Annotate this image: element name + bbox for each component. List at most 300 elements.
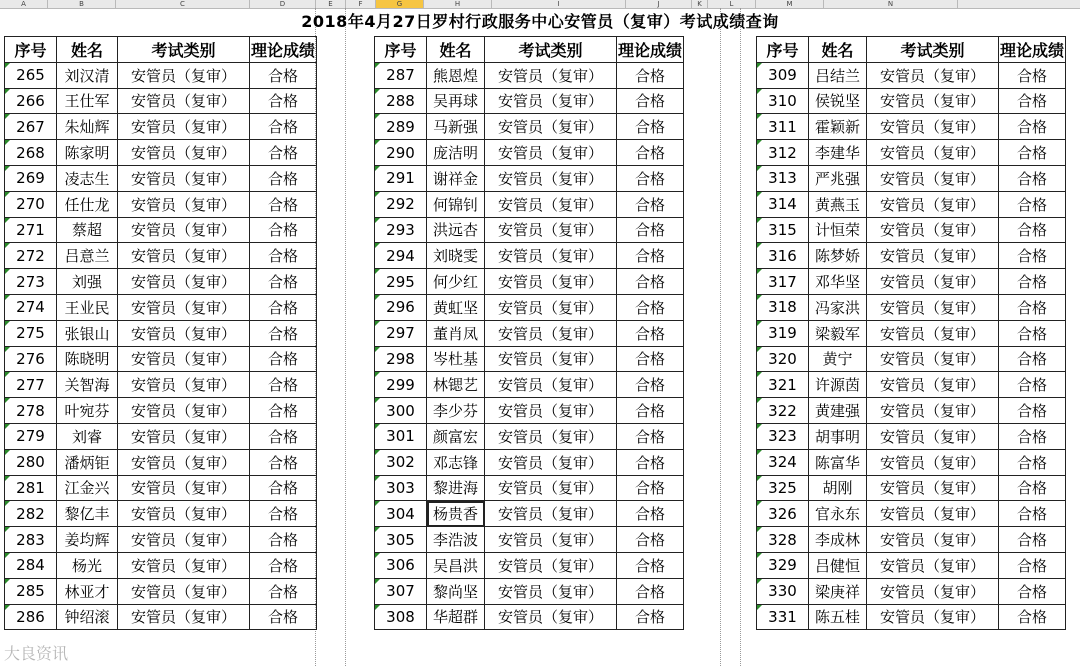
name-cell[interactable]: 李成林 [809, 527, 867, 553]
exam-category-cell[interactable]: 安管员（复审） [485, 269, 617, 295]
theory-score-cell[interactable]: 合格 [250, 320, 317, 346]
name-cell[interactable]: 刘睿 [57, 423, 118, 449]
theory-score-cell[interactable]: 合格 [999, 294, 1066, 320]
theory-score-cell[interactable]: 合格 [617, 88, 684, 114]
exam-category-cell[interactable]: 安管员（复审） [867, 398, 999, 424]
column-header-cell[interactable]: 考试类别 [118, 37, 250, 63]
theory-score-cell[interactable]: 合格 [999, 346, 1066, 372]
serial-number-cell[interactable] [375, 320, 427, 346]
name-cell[interactable]: 陈晓明 [57, 346, 118, 372]
name-cell[interactable]: 董肖凤 [427, 320, 485, 346]
exam-category-cell[interactable]: 安管员（复审） [485, 320, 617, 346]
serial-number-text: 309 [768, 66, 797, 85]
exam-category-cell[interactable]: 安管员（复审） [485, 423, 617, 449]
column-header-d[interactable]: D [250, 0, 316, 8]
column-header-f[interactable]: F [346, 0, 376, 8]
name-cell[interactable]: 岑杜基 [427, 346, 485, 372]
exam-category-cell[interactable]: 安管员（复审） [867, 269, 999, 295]
column-header-a[interactable]: A [0, 0, 48, 8]
exam-category-cell[interactable]: 安管员（复审） [867, 372, 999, 398]
name-cell[interactable]: 吕健恒 [809, 552, 867, 578]
exam-category-cell[interactable]: 安管员（复审） [118, 294, 250, 320]
name-cell[interactable]: 杨贵香 [427, 501, 485, 527]
theory-score-cell[interactable]: 合格 [250, 475, 317, 501]
serial-number-cell[interactable] [375, 423, 427, 449]
column-header-l[interactable]: L [708, 0, 756, 8]
exam-category-cell[interactable]: 安管员（复审） [485, 294, 617, 320]
serial-number-cell[interactable] [5, 527, 57, 553]
exam-category-cell[interactable]: 安管员（复审） [867, 501, 999, 527]
serial-number-text: 283 [16, 530, 45, 549]
exam-category-cell[interactable]: 安管员（复审） [118, 62, 250, 88]
theory-score-cell[interactable]: 合格 [250, 294, 317, 320]
serial-number-cell[interactable] [375, 552, 427, 578]
theory-score-cell[interactable]: 合格 [617, 294, 684, 320]
name-cell[interactable]: 霍颖新 [809, 114, 867, 140]
exam-category-cell[interactable]: 安管员（复审） [867, 243, 999, 269]
theory-score-cell[interactable]: 合格 [250, 88, 317, 114]
exam-category-cell[interactable]: 安管员（复审） [867, 346, 999, 372]
column-header-m[interactable]: M [756, 0, 824, 8]
exam-category-cell[interactable]: 安管员（复审） [485, 88, 617, 114]
serial-number-cell[interactable] [5, 217, 57, 243]
exam-category-cell[interactable]: 安管员（复审） [867, 449, 999, 475]
exam-category-cell[interactable]: 安管员（复审） [118, 372, 250, 398]
serial-number-cell[interactable] [375, 165, 427, 191]
name-cell[interactable]: 马新强 [427, 114, 485, 140]
serial-number-cell[interactable] [5, 449, 57, 475]
theory-score-cell[interactable]: 合格 [250, 604, 317, 630]
column-header-cell[interactable]: 理论成绩 [617, 37, 684, 63]
serial-number-cell[interactable] [375, 269, 427, 295]
theory-score-cell[interactable]: 合格 [617, 269, 684, 295]
name-cell[interactable]: 黎亿丰 [57, 501, 118, 527]
serial-number-cell[interactable] [757, 165, 809, 191]
table-row [375, 475, 684, 501]
name-cell[interactable]: 叶宛芬 [57, 398, 118, 424]
serial-number-cell[interactable] [757, 501, 809, 527]
exam-category-cell[interactable]: 安管员（复审） [485, 604, 617, 630]
theory-score-cell[interactable]: 合格 [250, 114, 317, 140]
name-cell[interactable]: 林锶艺 [427, 372, 485, 398]
theory-score-cell[interactable]: 合格 [999, 243, 1066, 269]
theory-score-cell[interactable]: 合格 [999, 140, 1066, 166]
theory-score-cell[interactable]: 合格 [617, 165, 684, 191]
theory-score-cell[interactable]: 合格 [999, 269, 1066, 295]
theory-score-cell[interactable]: 合格 [999, 604, 1066, 630]
exam-category-cell[interactable]: 安管员（复审） [485, 165, 617, 191]
serial-number-cell[interactable] [5, 243, 57, 269]
exam-category-cell[interactable]: 安管员（复审） [867, 114, 999, 140]
serial-number-cell[interactable] [375, 88, 427, 114]
name-cell[interactable]: 邓华坚 [809, 269, 867, 295]
serial-number-cell[interactable] [757, 320, 809, 346]
serial-number-cell[interactable] [375, 578, 427, 604]
exam-category-cell[interactable]: 安管员（复审） [118, 217, 250, 243]
column-header-cell[interactable]: 姓名 [57, 37, 118, 63]
name-cell[interactable]: 黄燕玉 [809, 191, 867, 217]
theory-score-cell[interactable]: 合格 [999, 320, 1066, 346]
exam-category-cell[interactable]: 安管员（复审） [867, 294, 999, 320]
exam-category-cell[interactable]: 安管员（复审） [867, 191, 999, 217]
serial-number-cell[interactable] [757, 449, 809, 475]
exam-category-cell[interactable]: 安管员（复审） [867, 217, 999, 243]
name-cell[interactable]: 黄虹坚 [427, 294, 485, 320]
name-cell[interactable]: 官永东 [809, 501, 867, 527]
exam-category-cell[interactable]: 安管员（复审） [485, 501, 617, 527]
serial-number-cell[interactable] [757, 191, 809, 217]
name-cell[interactable]: 熊恩煌 [427, 62, 485, 88]
name-cell[interactable]: 胡刚 [809, 475, 867, 501]
theory-score-cell[interactable]: 合格 [999, 578, 1066, 604]
theory-score-cell[interactable]: 合格 [617, 578, 684, 604]
theory-score-cell[interactable]: 合格 [617, 114, 684, 140]
name-cell[interactable]: 梁毅军 [809, 320, 867, 346]
exam-category-cell[interactable]: 安管员（复审） [867, 62, 999, 88]
serial-number-text: 274 [16, 298, 45, 317]
name-cell[interactable]: 侯锐坚 [809, 88, 867, 114]
name-cell[interactable]: 冯家洪 [809, 294, 867, 320]
exam-category-cell[interactable]: 安管员（复审） [485, 114, 617, 140]
exam-category-cell[interactable]: 安管员（复审） [118, 552, 250, 578]
theory-score-cell[interactable]: 合格 [617, 501, 684, 527]
serial-number-cell[interactable] [375, 62, 427, 88]
theory-score-cell[interactable]: 合格 [617, 423, 684, 449]
exam-category-cell[interactable]: 安管员（复审） [867, 604, 999, 630]
theory-score-cell[interactable]: 合格 [999, 527, 1066, 553]
name-cell[interactable]: 梁庚祥 [809, 578, 867, 604]
column-header-k[interactable]: K [692, 0, 708, 8]
theory-score-cell[interactable]: 合格 [617, 398, 684, 424]
exam-category-cell[interactable]: 安管员（复审） [485, 217, 617, 243]
serial-number-cell[interactable] [5, 269, 57, 295]
column-header-cell[interactable]: 考试类别 [485, 37, 617, 63]
serial-number-cell[interactable] [757, 114, 809, 140]
theory-score-cell[interactable]: 合格 [250, 552, 317, 578]
exam-category-cell[interactable]: 安管员（复审） [118, 346, 250, 372]
serial-number-cell[interactable] [5, 114, 57, 140]
theory-score-cell[interactable]: 合格 [999, 165, 1066, 191]
serial-number-cell[interactable] [5, 346, 57, 372]
exam-category-cell[interactable]: 安管员（复审） [118, 88, 250, 114]
theory-score-cell[interactable]: 合格 [999, 114, 1066, 140]
exam-category-cell[interactable]: 安管员（复审） [867, 140, 999, 166]
name-cell[interactable]: 钟绍滚 [57, 604, 118, 630]
theory-score-cell[interactable]: 合格 [999, 372, 1066, 398]
theory-score-cell[interactable]: 合格 [999, 449, 1066, 475]
theory-score-cell[interactable]: 合格 [999, 423, 1066, 449]
theory-score-cell[interactable]: 合格 [617, 527, 684, 553]
serial-number-cell[interactable] [375, 475, 427, 501]
exam-category-cell[interactable]: 安管员（复审） [118, 449, 250, 475]
name-cell[interactable]: 刘强 [57, 269, 118, 295]
serial-number-cell[interactable] [757, 552, 809, 578]
exam-category-cell[interactable]: 安管员（复审） [867, 88, 999, 114]
theory-score-cell[interactable]: 合格 [250, 62, 317, 88]
exam-category-cell[interactable]: 安管员（复审） [118, 501, 250, 527]
name-cell[interactable]: 张银山 [57, 320, 118, 346]
serial-number-cell[interactable] [5, 165, 57, 191]
column-header-c[interactable]: C [116, 0, 250, 8]
theory-score-cell[interactable]: 合格 [999, 62, 1066, 88]
name-cell[interactable]: 吴再球 [427, 88, 485, 114]
exam-category-cell[interactable]: 安管员（复审） [867, 475, 999, 501]
theory-score-cell[interactable]: 合格 [250, 217, 317, 243]
name-cell[interactable]: 关智海 [57, 372, 118, 398]
theory-score-cell[interactable]: 合格 [999, 191, 1066, 217]
serial-number-cell[interactable] [757, 269, 809, 295]
name-cell[interactable]: 蔡超 [57, 217, 118, 243]
name-cell[interactable]: 黄建强 [809, 398, 867, 424]
exam-category-cell[interactable]: 安管员（复审） [485, 578, 617, 604]
name-cell[interactable]: 江金兴 [57, 475, 118, 501]
exam-category-cell[interactable]: 安管员（复审） [118, 140, 250, 166]
serial-number-cell[interactable] [375, 140, 427, 166]
theory-score-cell[interactable]: 合格 [617, 346, 684, 372]
column-header-b[interactable]: B [48, 0, 116, 8]
theory-score-cell[interactable]: 合格 [617, 217, 684, 243]
exam-category-cell[interactable]: 安管员（复审） [485, 140, 617, 166]
serial-number-cell[interactable] [757, 398, 809, 424]
name-cell[interactable]: 任仕龙 [57, 191, 118, 217]
serial-number-cell[interactable] [757, 243, 809, 269]
exam-category-cell[interactable]: 安管员（复审） [485, 346, 617, 372]
name-cell[interactable]: 何少红 [427, 269, 485, 295]
theory-score-cell[interactable]: 合格 [250, 346, 317, 372]
name-cell[interactable]: 颜富宏 [427, 423, 485, 449]
serial-number-cell[interactable] [757, 217, 809, 243]
exam-category-cell[interactable]: 安管员（复审） [485, 243, 617, 269]
number-stored-as-text-icon [757, 372, 762, 377]
serial-number-cell[interactable] [375, 217, 427, 243]
exam-category-cell[interactable]: 安管员（复审） [118, 398, 250, 424]
serial-number-cell[interactable] [5, 320, 57, 346]
name-cell[interactable]: 华超群 [427, 604, 485, 630]
serial-number-cell[interactable] [5, 578, 57, 604]
exam-category-cell[interactable]: 安管员（复审） [867, 552, 999, 578]
theory-score-cell[interactable]: 合格 [250, 527, 317, 553]
serial-number-cell[interactable] [375, 114, 427, 140]
serial-number-cell[interactable] [5, 294, 57, 320]
theory-score-cell[interactable]: 合格 [999, 475, 1066, 501]
theory-score-cell[interactable]: 合格 [617, 604, 684, 630]
serial-number-cell[interactable] [375, 501, 427, 527]
exam-category-cell[interactable]: 安管员（复审） [485, 62, 617, 88]
serial-number-cell[interactable] [5, 475, 57, 501]
name-cell[interactable]: 谢祥金 [427, 165, 485, 191]
name-cell[interactable]: 刘汉清 [57, 62, 118, 88]
serial-number-cell[interactable] [375, 372, 427, 398]
theory-score-cell[interactable]: 合格 [617, 62, 684, 88]
exam-category-cell[interactable]: 安管员（复审） [118, 269, 250, 295]
column-header-cell[interactable]: 序号 [5, 37, 57, 63]
theory-score-cell[interactable]: 合格 [999, 217, 1066, 243]
serial-number-cell[interactable] [757, 578, 809, 604]
column-header-cell[interactable]: 姓名 [809, 37, 867, 63]
exam-category-cell[interactable]: 安管员（复审） [118, 243, 250, 269]
serial-number-cell[interactable] [5, 501, 57, 527]
theory-score-cell[interactable]: 合格 [999, 398, 1066, 424]
column-header-j[interactable]: J [626, 0, 692, 8]
name-cell[interactable]: 王业民 [57, 294, 118, 320]
exam-category-cell[interactable]: 安管员（复审） [118, 191, 250, 217]
column-header-cell[interactable]: 序号 [375, 37, 427, 63]
name-cell[interactable]: 吕意兰 [57, 243, 118, 269]
name-cell[interactable]: 吴昌洪 [427, 552, 485, 578]
results-table-block-2 [374, 36, 684, 630]
name-cell[interactable]: 李少芬 [427, 398, 485, 424]
exam-category-cell[interactable]: 安管员（复审） [485, 191, 617, 217]
exam-category-cell[interactable]: 安管员（复审） [867, 320, 999, 346]
column-header-g[interactable]: G [376, 0, 424, 8]
serial-number-cell[interactable] [757, 527, 809, 553]
table-row [757, 398, 1066, 424]
column-header-i[interactable]: I [492, 0, 626, 8]
name-cell[interactable]: 陈富华 [809, 449, 867, 475]
serial-number-cell[interactable] [375, 398, 427, 424]
exam-category-cell[interactable]: 安管员（复审） [118, 604, 250, 630]
serial-number-cell[interactable] [757, 62, 809, 88]
serial-number-cell[interactable] [375, 191, 427, 217]
name-cell[interactable]: 杨光 [57, 552, 118, 578]
serial-number-text: 301 [386, 427, 415, 446]
serial-number-cell[interactable] [5, 140, 57, 166]
theory-score-cell[interactable]: 合格 [250, 191, 317, 217]
serial-number-cell[interactable] [5, 62, 57, 88]
column-header-e[interactable]: E [316, 0, 346, 8]
column-header-h[interactable]: H [424, 0, 492, 8]
name-cell[interactable]: 姜均辉 [57, 527, 118, 553]
column-header-cell[interactable]: 考试类别 [867, 37, 999, 63]
name-cell[interactable]: 庞洁明 [427, 140, 485, 166]
theory-score-cell[interactable]: 合格 [250, 501, 317, 527]
name-cell[interactable]: 凌志生 [57, 165, 118, 191]
serial-number-cell[interactable] [5, 372, 57, 398]
exam-category-cell[interactable]: 安管员（复审） [118, 578, 250, 604]
serial-number-cell[interactable] [757, 346, 809, 372]
theory-score-cell[interactable]: 合格 [250, 372, 317, 398]
name-cell[interactable]: 黎进海 [427, 475, 485, 501]
serial-number-cell[interactable] [375, 346, 427, 372]
theory-score-cell[interactable]: 合格 [999, 552, 1066, 578]
name-cell[interactable]: 林亚才 [57, 578, 118, 604]
theory-score-cell[interactable]: 合格 [617, 475, 684, 501]
exam-category-cell[interactable]: 安管员（复审） [118, 114, 250, 140]
name-cell[interactable]: 邓志锋 [427, 449, 485, 475]
serial-number-cell[interactable] [757, 294, 809, 320]
exam-category-cell[interactable]: 安管员（复审） [485, 527, 617, 553]
name-cell[interactable]: 李建华 [809, 140, 867, 166]
name-cell[interactable]: 胡事明 [809, 423, 867, 449]
serial-number-cell[interactable] [375, 243, 427, 269]
exam-category-cell[interactable]: 安管员（复审） [485, 449, 617, 475]
theory-score-cell[interactable]: 合格 [999, 501, 1066, 527]
theory-score-cell[interactable]: 合格 [250, 578, 317, 604]
theory-score-cell[interactable]: 合格 [617, 243, 684, 269]
theory-score-cell[interactable]: 合格 [250, 398, 317, 424]
exam-category-cell[interactable]: 安管员（复审） [118, 320, 250, 346]
theory-score-cell[interactable]: 合格 [617, 191, 684, 217]
column-header-cell[interactable]: 理论成绩 [250, 37, 317, 63]
column-header-cell[interactable]: 序号 [757, 37, 809, 63]
exam-category-cell[interactable]: 安管员（复审） [485, 552, 617, 578]
name-cell[interactable]: 吕结兰 [809, 62, 867, 88]
serial-number-cell[interactable] [757, 604, 809, 630]
exam-category-cell[interactable]: 安管员（复审） [118, 165, 250, 191]
serial-number-cell[interactable] [5, 423, 57, 449]
name-cell[interactable]: 李浩波 [427, 527, 485, 553]
name-cell[interactable]: 王仕军 [57, 88, 118, 114]
serial-number-cell[interactable] [375, 449, 427, 475]
name-cell[interactable]: 陈梦娇 [809, 243, 867, 269]
exam-category-cell[interactable]: 安管员（复审） [867, 578, 999, 604]
serial-number-cell[interactable] [5, 398, 57, 424]
name-cell[interactable]: 黎尚坚 [427, 578, 485, 604]
theory-score-cell[interactable]: 合格 [617, 140, 684, 166]
gridline [345, 8, 346, 666]
serial-number-cell[interactable] [757, 140, 809, 166]
serial-number-cell[interactable] [375, 604, 427, 630]
name-cell[interactable]: 严兆强 [809, 165, 867, 191]
name-cell[interactable]: 何锦钊 [427, 191, 485, 217]
serial-number-cell[interactable] [5, 88, 57, 114]
serial-number-cell[interactable] [375, 294, 427, 320]
theory-score-cell[interactable]: 合格 [250, 269, 317, 295]
name-cell[interactable]: 陈五桂 [809, 604, 867, 630]
serial-number-cell[interactable] [757, 423, 809, 449]
theory-score-cell[interactable]: 合格 [250, 140, 317, 166]
name-cell[interactable]: 洪远杏 [427, 217, 485, 243]
theory-score-cell[interactable]: 合格 [999, 88, 1066, 114]
name-cell[interactable]: 潘炳钜 [57, 449, 118, 475]
name-cell[interactable]: 计恒荣 [809, 217, 867, 243]
serial-number-cell[interactable] [5, 552, 57, 578]
name-cell[interactable]: 刘晓雯 [427, 243, 485, 269]
exam-category-cell[interactable]: 安管员（复审） [867, 527, 999, 553]
number-stored-as-text-icon [5, 243, 10, 248]
exam-category-cell[interactable]: 安管员（复审） [118, 527, 250, 553]
theory-score-cell[interactable]: 合格 [250, 423, 317, 449]
theory-score-cell[interactable]: 合格 [250, 243, 317, 269]
name-cell[interactable]: 陈家明 [57, 140, 118, 166]
serial-number-cell[interactable] [5, 191, 57, 217]
serial-number-cell[interactable] [757, 88, 809, 114]
column-header-cell[interactable]: 理论成绩 [999, 37, 1066, 63]
name-cell[interactable]: 朱灿辉 [57, 114, 118, 140]
serial-number-cell[interactable] [757, 372, 809, 398]
exam-category-cell[interactable]: 安管员（复审） [118, 475, 250, 501]
serial-number-cell[interactable] [5, 604, 57, 630]
name-cell[interactable]: 许源茵 [809, 372, 867, 398]
exam-category-cell[interactable]: 安管员（复审） [867, 165, 999, 191]
theory-score-cell[interactable]: 合格 [617, 449, 684, 475]
exam-category-cell[interactable]: 安管员（复审） [485, 475, 617, 501]
theory-score-cell[interactable]: 合格 [617, 320, 684, 346]
serial-number-cell[interactable] [757, 475, 809, 501]
theory-score-cell[interactable]: 合格 [617, 372, 684, 398]
exam-category-cell[interactable]: 安管员（复审） [485, 398, 617, 424]
column-header-cell[interactable]: 姓名 [427, 37, 485, 63]
theory-score-cell[interactable]: 合格 [250, 449, 317, 475]
exam-category-cell[interactable]: 安管员（复审） [485, 372, 617, 398]
serial-number-cell[interactable] [375, 527, 427, 553]
name-cell[interactable]: 黄宁 [809, 346, 867, 372]
theory-score-cell[interactable]: 合格 [250, 165, 317, 191]
theory-score-cell[interactable]: 合格 [617, 552, 684, 578]
exam-category-cell[interactable]: 安管员（复审） [118, 423, 250, 449]
exam-category-cell[interactable]: 安管员（复审） [867, 423, 999, 449]
column-header-n[interactable]: N [824, 0, 958, 8]
